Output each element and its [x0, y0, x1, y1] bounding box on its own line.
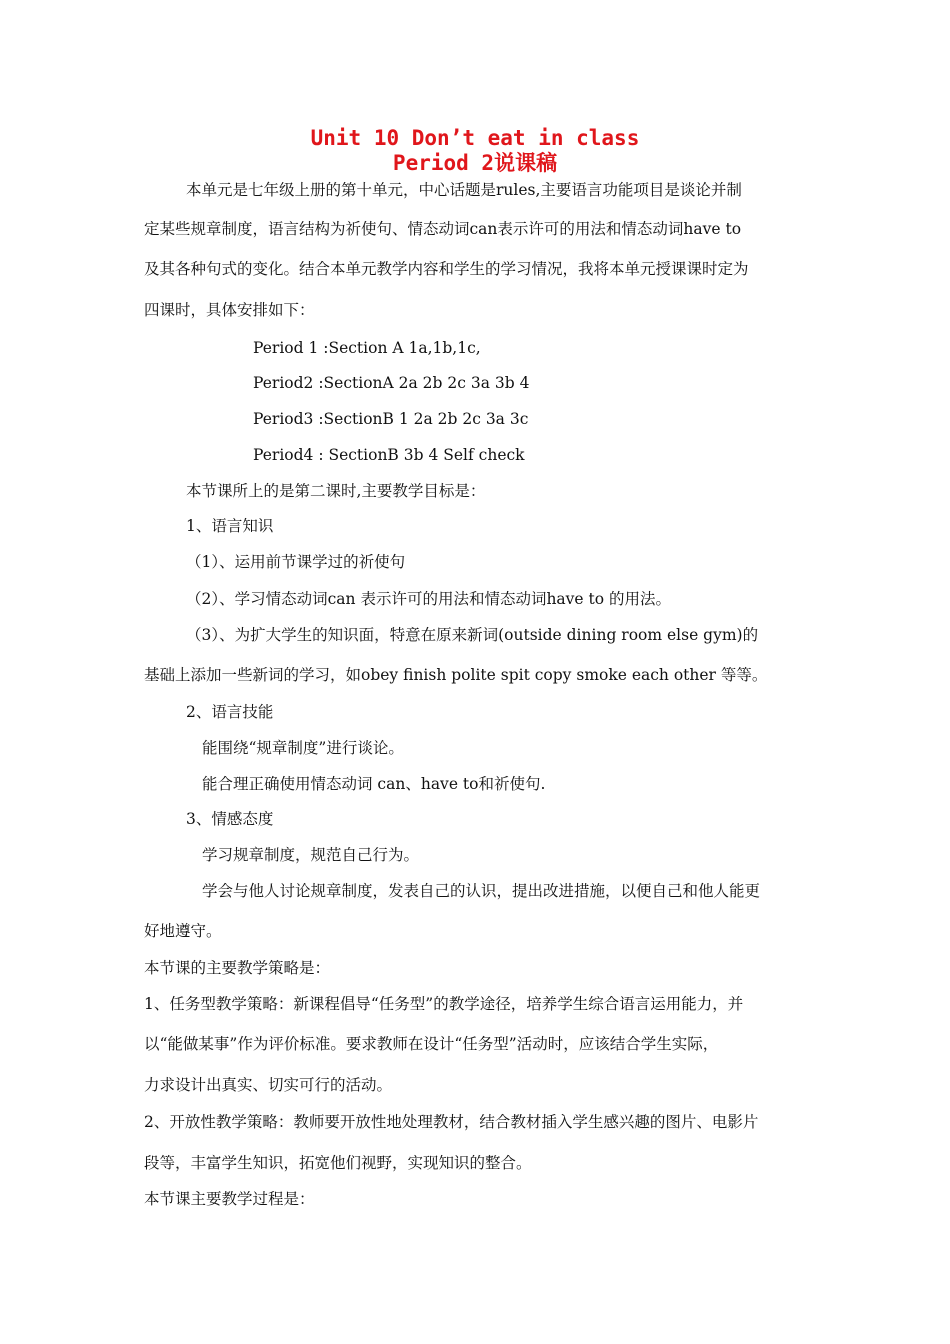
period-item: Period 1 :Section A 1a,1b,1c, [253, 339, 481, 357]
doc-title: Unit 10 Don’t eat in class [310, 126, 640, 150]
goal-item: 学习规章制度，规范自己行为。 [202, 846, 420, 864]
strategy-line: 2、开放性教学策略：教师要开放性地处理教材，结合教材插入学生感兴趣的图片、电影片 [144, 1113, 759, 1131]
strategy-heading: 本节课的主要教学策略是： [144, 959, 331, 977]
goal-item: （3）、为扩大学生的知识面，特意在原来新词(outside dining room else gym)的 [186, 626, 759, 644]
intro-line: 及其各种句式的变化。结合本单元教学内容和学生的学习情况，我将本单元授课课时定为 [144, 260, 749, 278]
goal-heading: 3、情感态度 [186, 810, 274, 828]
goal-item: （1）、运用前节课学过的祈使句 [186, 553, 406, 571]
strategy-line: 1、任务型教学策略：新课程倡导“任务型”的教学途径，培养学生综合语言运用能力，并 [144, 995, 744, 1013]
strategy-line: 以“能做某事”作为评价标准。要求教师在设计“任务型”活动时，应该结合学生实际， [144, 1035, 719, 1053]
goal-item: 好地遵守。 [144, 922, 222, 940]
goal-item: 能合理正确使用情态动词 can、have to和祈使句. [202, 775, 546, 793]
goal-item: 能围绕“规章制度”进行谈论。 [202, 739, 404, 757]
intro-line: 四课时，具体安排如下： [144, 301, 315, 319]
goal-heading: 2、语言技能 [186, 703, 274, 721]
process-heading: 本节课主要教学过程是： [144, 1190, 315, 1208]
goal-heading: 1、语言知识 [186, 517, 274, 535]
strategy-line: 段等，丰富学生知识，拓宽他们视野，实现知识的整合。 [144, 1154, 532, 1172]
goal-item: 学会与他人讨论规章制度，发表自己的认识，提出改进措施，以便自己和他人能更 [202, 882, 761, 900]
intro-line: 定某些规章制度，语言结构为祈使句、情态动词can表示许可的用法和情态动词have to [144, 220, 742, 238]
period-item: Period3 :SectionB 1 2a 2b 2c 3a 3c [253, 410, 529, 428]
goal-item: 基础上添加一些新词的学习，如obey finish polite spit copy smoke each other 等等。 [144, 666, 768, 684]
goals-intro: 本节课所上的是第二课时,主要教学目标是： [186, 482, 486, 500]
period-item: Period2 :SectionA 2a 2b 2c 3a 3b 4 [253, 374, 530, 392]
strategy-line: 力求设计出真实、切实可行的活动。 [144, 1076, 393, 1094]
period-item: Period4 : SectionB 3b 4 Self check [253, 446, 525, 464]
doc-subtitle: Period 2说课稿 [392, 151, 558, 175]
goal-item: （2）、学习情态动词can 表示许可的用法和情态动词have to 的用法。 [186, 590, 672, 608]
intro-line: 本单元是七年级上册的第十单元，中心话题是rules,主要语言功能项目是谈论并制 [186, 181, 742, 199]
